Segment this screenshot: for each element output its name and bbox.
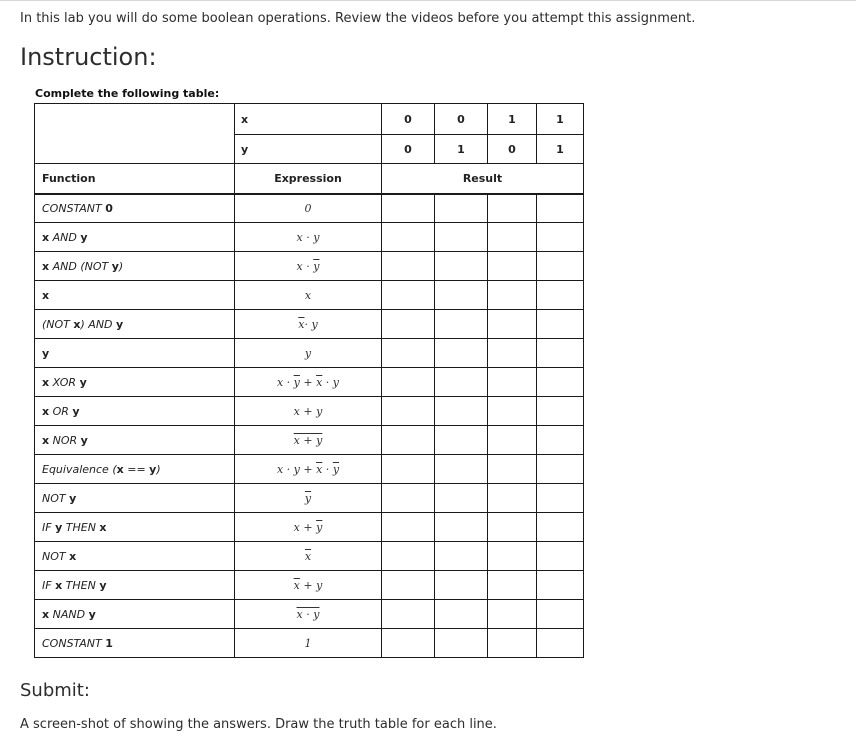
- function-text: ): [118, 259, 124, 273]
- function-row: [35, 426, 584, 455]
- function-cell: [35, 571, 235, 600]
- result-cell[interactable]: [488, 455, 537, 484]
- function-variable: y: [55, 520, 63, 534]
- result-cell[interactable]: [537, 629, 584, 658]
- result-cell[interactable]: [435, 223, 488, 252]
- intro-text: In this lab you will do some boolean operations. Review the videos before you attempt this assignment.: [20, 11, 696, 26]
- truth-table: [34, 103, 584, 658]
- function-text: OR: [49, 404, 73, 418]
- result-cell[interactable]: [382, 600, 435, 629]
- function-variable: x: [42, 288, 50, 302]
- function-variable: y: [72, 404, 80, 418]
- function-cell: [35, 339, 235, 368]
- function-cell: [35, 513, 235, 542]
- expression-part: x ·: [276, 375, 294, 389]
- submit-text: A screen-shot of showing the answers. Draw the truth table for each line.: [20, 717, 497, 732]
- result-cell[interactable]: [382, 339, 435, 368]
- x-label: x: [235, 104, 382, 135]
- function-variable: y: [111, 259, 119, 273]
- function-cell: [35, 426, 235, 455]
- function-row: [35, 252, 584, 281]
- result-cell[interactable]: [435, 368, 488, 397]
- result-header: Result: [382, 164, 584, 194]
- function-row: [35, 368, 584, 397]
- function-variable: y: [69, 491, 77, 505]
- expression-part: x · y +: [276, 462, 317, 476]
- function-rows: [35, 194, 584, 658]
- expression-cell: [235, 397, 382, 426]
- function-row: [35, 310, 584, 339]
- function-cell: [35, 600, 235, 629]
- header-row: [35, 164, 584, 194]
- result-cell[interactable]: [382, 397, 435, 426]
- function-variable: y: [149, 462, 157, 476]
- result-cell[interactable]: [435, 339, 488, 368]
- function-text: THEN: [62, 578, 100, 592]
- result-cell[interactable]: [488, 252, 537, 281]
- instruction-heading: Instruction:: [20, 43, 157, 71]
- x-value-cell: 1: [537, 104, 584, 135]
- function-text: ==: [123, 462, 150, 476]
- function-text: CONSTANT: [42, 636, 106, 650]
- function-row: [35, 542, 584, 571]
- function-text: XOR: [49, 375, 80, 389]
- result-cell[interactable]: [488, 600, 537, 629]
- expression-part: · y: [304, 317, 318, 331]
- y-value-cell: 0: [488, 135, 537, 164]
- function-text: (NOT: [42, 317, 74, 331]
- x-value-cell: 1: [488, 104, 537, 135]
- function-cell: [35, 310, 235, 339]
- corner-cell: [35, 104, 235, 164]
- result-cell[interactable]: [537, 368, 584, 397]
- function-row: [35, 513, 584, 542]
- function-variable: y: [42, 346, 50, 360]
- function-variable: y: [116, 317, 124, 331]
- function-row: [35, 629, 584, 658]
- expression-part: $\overline{x}$: [293, 578, 300, 592]
- result-cell[interactable]: [488, 339, 537, 368]
- function-variable: y: [80, 433, 88, 447]
- x-value-cell: 0: [435, 104, 488, 135]
- result-cell[interactable]: [382, 455, 435, 484]
- x-value-cell: 0: [382, 104, 435, 135]
- expression-part: x + y: [293, 433, 323, 447]
- result-cell[interactable]: [435, 455, 488, 484]
- result-cell[interactable]: [537, 310, 584, 339]
- function-text: AND (NOT: [49, 259, 112, 273]
- expression-cell: [235, 252, 382, 281]
- function-variable: x: [42, 375, 50, 389]
- function-variable: y: [80, 230, 88, 244]
- y-value-cell: 1: [537, 135, 584, 164]
- result-cell[interactable]: [435, 600, 488, 629]
- function-cell: [35, 223, 235, 252]
- result-cell[interactable]: [382, 484, 435, 513]
- function-variable: x: [42, 607, 50, 621]
- result-cell[interactable]: [488, 629, 537, 658]
- function-variable: x: [55, 578, 63, 592]
- result-cell[interactable]: [537, 281, 584, 310]
- result-cell[interactable]: [537, 455, 584, 484]
- expression-part: $\overline{y}$: [332, 462, 340, 476]
- expression-part: x: [304, 288, 312, 302]
- result-cell[interactable]: [382, 513, 435, 542]
- function-variable: y: [99, 578, 107, 592]
- expression-cell: [235, 281, 382, 310]
- function-text: AND: [49, 230, 81, 244]
- function-cell: [35, 194, 235, 223]
- expression-part: $\overline{y}$: [293, 375, 300, 389]
- expression-cell: [235, 223, 382, 252]
- expression-cell: [235, 455, 382, 484]
- expression-part: x ·: [296, 259, 314, 273]
- result-cell[interactable]: [488, 484, 537, 513]
- expression-part: · y: [322, 375, 340, 389]
- result-cell[interactable]: [435, 281, 488, 310]
- result-cell[interactable]: [488, 542, 537, 571]
- result-cell[interactable]: [537, 484, 584, 513]
- result-cell[interactable]: [537, 513, 584, 542]
- expression-cell: [235, 629, 382, 658]
- y-value-cell: 1: [435, 135, 488, 164]
- result-cell[interactable]: [537, 194, 584, 223]
- function-cell: [35, 397, 235, 426]
- expression-part: $\overline{x}$: [316, 375, 323, 389]
- result-cell[interactable]: [382, 310, 435, 339]
- result-cell[interactable]: [435, 252, 488, 281]
- function-text: IF: [42, 520, 56, 534]
- function-text: ) AND: [80, 317, 117, 331]
- result-cell[interactable]: [488, 223, 537, 252]
- result-cell[interactable]: [488, 426, 537, 455]
- expression-part: + y: [299, 578, 323, 592]
- function-row: [35, 571, 584, 600]
- expression-part: ·: [322, 462, 333, 476]
- result-cell[interactable]: [537, 426, 584, 455]
- function-variable: y: [88, 607, 96, 621]
- result-cell[interactable]: [382, 281, 435, 310]
- result-cell[interactable]: [435, 484, 488, 513]
- result-cell[interactable]: [382, 571, 435, 600]
- result-cell[interactable]: [488, 281, 537, 310]
- result-cell[interactable]: [488, 571, 537, 600]
- result-cell[interactable]: [537, 600, 584, 629]
- function-variable: x: [42, 230, 50, 244]
- function-variable: x: [116, 462, 124, 476]
- expression-cell: [235, 194, 382, 223]
- function-cell: [35, 368, 235, 397]
- function-row: [35, 600, 584, 629]
- result-cell[interactable]: [488, 368, 537, 397]
- expression-cell: [235, 600, 382, 629]
- function-variable: 0: [105, 201, 113, 215]
- function-variable: x: [69, 549, 77, 563]
- expression-cell: [235, 542, 382, 571]
- result-cell[interactable]: [382, 194, 435, 223]
- x-values-row: [35, 104, 584, 135]
- expression-cell: [235, 310, 382, 339]
- result-cell[interactable]: [435, 571, 488, 600]
- result-cell[interactable]: [435, 194, 488, 223]
- expression-part: $\overline{x}$: [298, 317, 305, 331]
- result-cell[interactable]: [488, 513, 537, 542]
- expression-cell: [235, 368, 382, 397]
- expression-cell: [235, 484, 382, 513]
- function-row: [35, 223, 584, 252]
- expression-part: 0: [304, 201, 312, 215]
- expression-part: $\overline{x}$: [316, 462, 323, 476]
- function-cell: [35, 542, 235, 571]
- y-value-cell: 0: [382, 135, 435, 164]
- expression-part: x · y: [296, 607, 320, 621]
- expression-part: 1: [304, 636, 312, 650]
- result-cell[interactable]: [488, 397, 537, 426]
- expression-part: $\overline{y}$: [316, 520, 323, 534]
- function-variable: x: [42, 433, 50, 447]
- expression-cell: [235, 339, 382, 368]
- expression-header: Expression: [235, 164, 382, 194]
- y-label: y: [235, 135, 382, 164]
- expression-part: y: [304, 346, 312, 360]
- function-variable: x: [42, 404, 50, 418]
- expression-part: x +: [293, 520, 317, 534]
- function-variable: y: [79, 375, 87, 389]
- result-cell[interactable]: [537, 571, 584, 600]
- expression-part: $\overline{x}$: [304, 549, 312, 563]
- function-cell: [35, 281, 235, 310]
- function-variable: 1: [105, 636, 113, 650]
- result-cell[interactable]: [435, 397, 488, 426]
- function-cell: [35, 629, 235, 658]
- function-row: [35, 194, 584, 223]
- top-divider: [0, 0, 856, 1]
- result-cell[interactable]: [435, 629, 488, 658]
- function-text: NOT: [42, 491, 70, 505]
- function-row: [35, 397, 584, 426]
- function-variable: x: [73, 317, 81, 331]
- result-cell[interactable]: [435, 513, 488, 542]
- submit-heading: Submit:: [20, 680, 90, 701]
- result-cell[interactable]: [382, 426, 435, 455]
- function-header: Function: [35, 164, 235, 194]
- result-cell[interactable]: [435, 426, 488, 455]
- result-cell[interactable]: [382, 252, 435, 281]
- result-cell[interactable]: [435, 310, 488, 339]
- expression-part: $\overline{y}$: [313, 259, 320, 273]
- result-cell[interactable]: [537, 223, 584, 252]
- function-cell: [35, 455, 235, 484]
- function-text: IF: [42, 578, 56, 592]
- function-variable: x: [42, 259, 50, 273]
- result-cell[interactable]: [382, 542, 435, 571]
- result-cell[interactable]: [435, 542, 488, 571]
- result-cell[interactable]: [488, 310, 537, 339]
- result-cell[interactable]: [537, 252, 584, 281]
- expression-part: x · y: [296, 230, 320, 244]
- table-caption: Complete the following table:: [35, 87, 220, 100]
- result-cell[interactable]: [537, 542, 584, 571]
- expression-cell: [235, 513, 382, 542]
- result-cell[interactable]: [382, 629, 435, 658]
- function-row: [35, 484, 584, 513]
- expression-cell: [235, 571, 382, 600]
- function-cell: [35, 252, 235, 281]
- expression-part: x + y: [293, 404, 323, 418]
- function-text: NOT: [42, 549, 70, 563]
- expression-cell: [235, 426, 382, 455]
- function-cell: [35, 484, 235, 513]
- function-text: Equivalence (: [42, 462, 117, 476]
- function-text: ): [156, 462, 161, 476]
- function-text: CONSTANT: [42, 201, 106, 215]
- result-cell[interactable]: [537, 339, 584, 368]
- function-text: THEN: [62, 520, 100, 534]
- result-cell[interactable]: [488, 194, 537, 223]
- expression-part: $\overline{y}$: [304, 491, 312, 505]
- function-row: [35, 339, 584, 368]
- function-text: NOR: [49, 433, 81, 447]
- function-row: [35, 281, 584, 310]
- result-cell[interactable]: [382, 223, 435, 252]
- function-variable: x: [99, 520, 107, 534]
- function-row: [35, 455, 584, 484]
- function-text: NAND: [49, 607, 89, 621]
- result-cell[interactable]: [537, 397, 584, 426]
- result-cell[interactable]: [382, 368, 435, 397]
- expression-part: +: [299, 375, 317, 389]
